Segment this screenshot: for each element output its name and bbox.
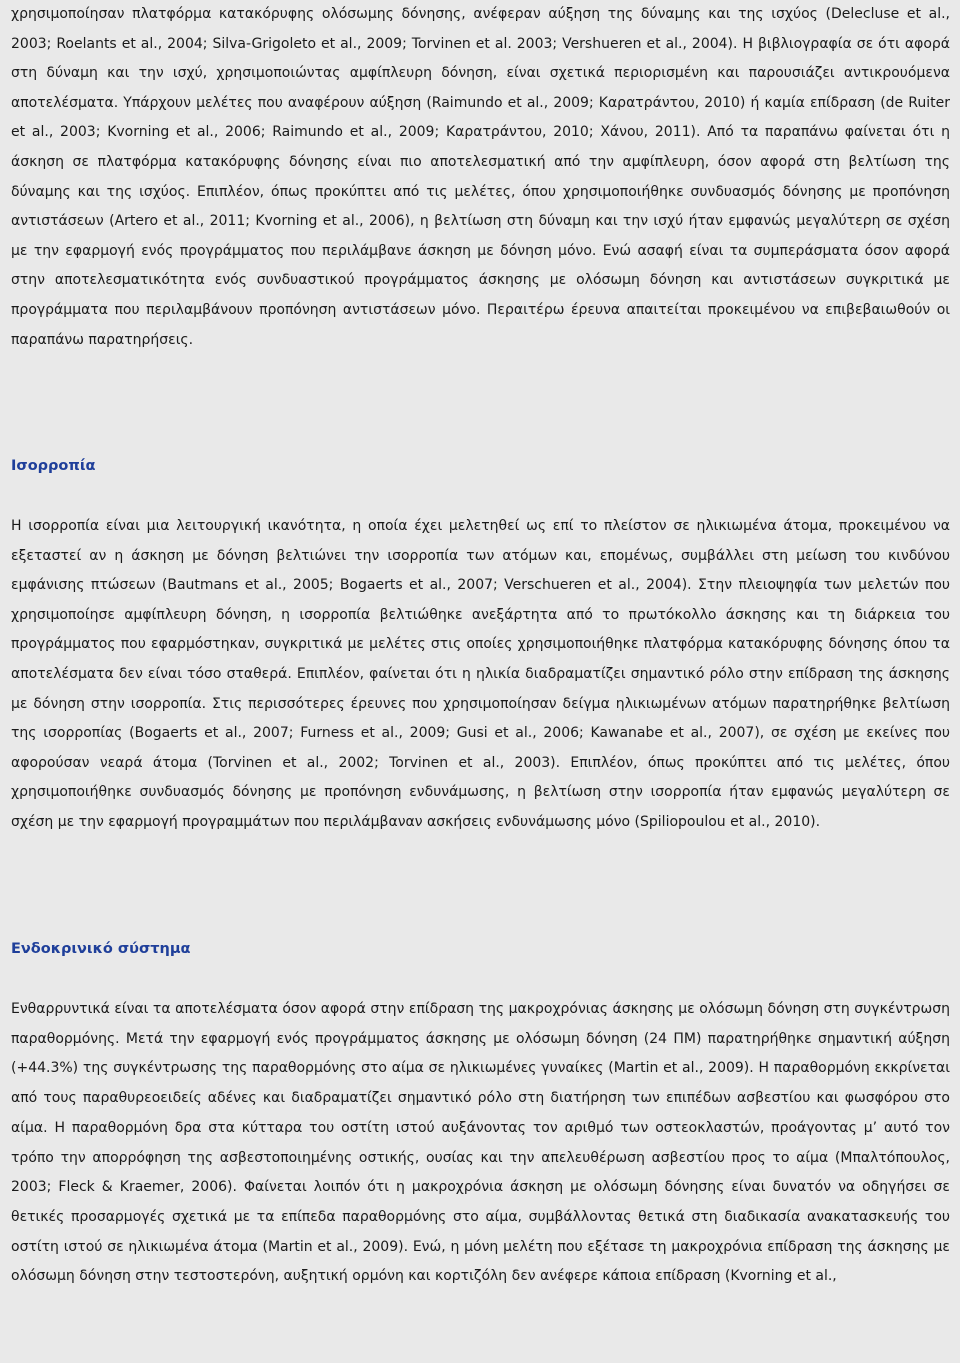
section-paragraph-balance: Η ισορροπία είναι μια λειτουργική ικανότητα, η οποία έχει μελετηθεί ως επί το πλείστον σε ηλικιωμένα άτομα, προκειμένου να εξεταστεί αν η άσκηση με δόνηση βελτιώνει την ισορροπία των ατόμων και, επομένως, συμβάλλει στη μείωση του κινδύνου εμφάνισης πτώσεων (Bautmans et al., 2005; Bogaerts et al., 2007; Verschueren et al., 2004). Στην πλειοψηφία των μελετών που χρησιμοποίησε αμφίπλευρη δόνηση, η ισορροπία βελτιώθηκε ανεξάρτητα από το πρωτόκολλο άσκησης και τη διάρκεια του προγράμματος που εφαρμόστηκαν, συγκριτικά με μελέτες στις οποίες χρησιμοποιήθηκε πλατφόρμα κατακόρυφης δόνησης όπου τα αποτελέσματα δεν είναι τόσο σταθερά. Επιπλέον, φαίνεται ότι η ηλικία διαδραματίζει σημαντικό ρόλο στην επίδραση της άσκησης με δόνηση στην ισορροπία. Στις περισσότερες έρευνες που χρησιμοποίησαν δείγμα ηλικιωμένων ατόμων παρατηρήθηκε βελτίωση της ισορροπίας (Bogaerts et al., 2007; Furness et al., 2009; Gusi et al., 2006; Kawanabe et al., 2007), σε σχέση με εκείνες που αφορούσαν νεαρά άτομα (Torvinen et al., 2002; Torvinen et al., 2003). Επιπλέον, όπως προκύπτει από τις μελέτες, όπου χρησιμοποιήθηκε συνδυασμός δόνησης με προπόνηση ενδυνάμωσης, η βελτίωση στην ισορροπία ήταν εμφανώς μεγαλύτερη σε σχέση με την εφαρμογή προγραμμάτων που περιλάμβαναν ασκήσεις ενδυνάμωσης μόνο (Spiliopoulou et al., 2010). [11,518,950,830]
balance-paragraph-block [0,512,960,838]
section-heading-balance: Ισορροπία [11,458,96,474]
endocrine-heading-block [0,939,960,959]
endocrine-paragraph-block [0,995,960,1292]
section-paragraph-endocrine: Ενθαρρυντικά είναι τα αποτελέσματα όσον αφορά στην επίδραση της μακροχρόνιας άσκησης με ολόσωμη δόνηση στη συγκέντρωση παραθορμόνης. Μετά την εφαρμογή ενός προγράμματος άσκησης με ολόσωμη δόνηση (24 ΠΜ) παρατηρήθηκε σημαντική αύξηση (+44.3%) της συγκέντρωσης της παραθορμόνης στο αίμα σε ηλικιωμένες γυναίκες (Martin et al., 2009). Η παραθορμόνη εκκρίνεται από τους παραθυρεοειδείς αδένες και διαδραματίζει σημαντικό ρόλο στη διατήρηση των επιπέδων ασβεστίου και φωσφόρου στο αίμα. Η παραθορμόνη δρα στα κύτταρα του οστίτη ιστού αυξάνοντας τον αριθμό των οστεοκλαστών, προάγοντας μ’ αυτό τον τρόπο την απορρόφηση της ασβεστοποιημένης οστικής, ουσίας και την απελευθέρωση ασβεστίου προς το αίμα (Μπαλτόπουλος, 2003; Fleck & Kraemer, 2006). Φαίνεται λοιπόν ότι η μακροχρόνια άσκηση με ολόσωμη δόνησης είναι δυνατόν να οδηγήσει σε θετικές προσαρμογές σχετικά με τα επίπεδα παραθορμόνης στο αίμα, συμβάλλοντας θετικά στη διαδικασία ανακατασκευής του οστίτη ιστού σε ηλικιωμένα άτομα (Martin et al., 2009). Ενώ, η μόνη μελέτη που εξέτασε τη μακροχρόνια επίδραση της άσκησης με ολόσωμη δόνηση στην τεστοστερόνη, αυξητική ορμόνη και κορτιζόλη δεν ανέφερε κάποια επίδραση (Kvorning et al., [11,1001,950,1285]
intro-block [0,0,960,355]
intro-paragraph: χρησιμοποίησαν πλατφόρμα κατακόρυφης ολόσωμης δόνησης, ανέφεραν αύξηση της δύναμης και της ισχύος (Delecluse et al., 2003; Roelants et al., 2004; Silva-Grigoleto et al., 2009; Torvinen et al. 2003; Vershueren et al., 2004). Η βιβλιογραφία σε ότι αφορά στη δύναμη και την ισχύ, χρησιμοποιώντας αμφίπλευρη δόνηση, είναι σχετικά περιορισμένη και παρουσιάζει αντικρουόμενα αποτελέσματα. Υπάρχουν μελέτες που αναφέρουν αύξηση (Raimundo et al., 2009; Καρατράντου, 2010) ή καμία επίδραση (de Ruiter et al., 2003; Kvorning et al., 2006; Raimundo et al., 2009; Καρατράντου, 2010; Χάνου, 2011). Από τα παραπάνω φαίνεται ότι η άσκηση σε πλατφόρμα κατακόρυφης δόνησης είναι πιο αποτελεσματική από την αμφίπλευρη, όσον αφορά στη βελτίωση της δύναμης και της ισχύος. Επιπλέον, όπως προκύπτει από τις μελέτες, όπου χρησιμοποιήθηκε συνδυασμός δόνησης με προπόνηση αντιστάσεων (Artero et al., 2011; Kvorning et al., 2006), η βελτίωση στη δύναμη και την ισχύ ήταν εμφανώς μεγαλύτερη σε σχέση με την εφαρμογή ενός προγράμματος που περιλάμβανε άσκηση με δόνηση μόνο. Ενώ ασαφή είναι τα συμπεράσματα όσον αφορά στην αποτελεσματικότητα ενός συνδυαστικού προγράμματος άσκησης με ολόσωμη δόνηση και αντιστάσεων συγκριτικά με προγράμματα που περιλαμβάνουν προπόνηση αντιστάσεων μόνο. Περαιτέρω έρευνα απαιτείται προκειμένου να επιβεβαιωθούν οι παραπάνω παρατηρήσεις. [11,6,950,348]
section-heading-endocrine: Ενδοκρινικό σύστημα [11,941,191,957]
balance-heading-block [0,456,960,476]
